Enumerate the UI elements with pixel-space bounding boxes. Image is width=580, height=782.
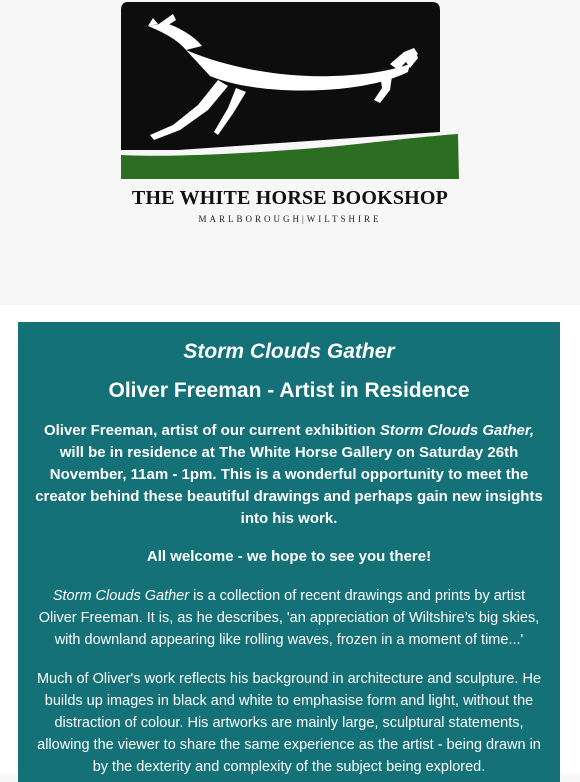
lead-exhibition-title: Storm Clouds Gather, — [379, 422, 535, 439]
description-text: is a collection of recent drawings and prints by artist Oliver Freeman. It is, as he describes, 'an appreciation of Wiltshire’s big skies, with downland appearing like rolling waves, frozen in a moment of time...' — [38, 588, 540, 648]
lead-text-end: will be in residence at The White Horse Gallery on Saturday 26th November, 11am - 1pm. This is a wonderful opportunity to meet the creator behind these beautiful drawings and perhaps gain new insights into his work. — [35, 444, 543, 527]
brand-tagline: MARLBOROUGH|WILTSHIRE — [198, 214, 382, 224]
description-exhibition-title: Storm Clouds Gather — [52, 588, 190, 604]
artist-background: Much of Oliver's work reflects his background in architecture and sculpture. He builds up images in black and white to emphasise form and light, without the distraction of colour. His artworks are mainly large, sculptural statements, allowing the viewer to share the same experience as the artist - being drawn in by the dexterity and complexity of the subject being explored. — [36, 671, 542, 775]
event-title: Storm Clouds Gather — [183, 340, 395, 363]
welcome-line: All welcome - we hope to see you there! — [146, 548, 432, 565]
event-lead-paragraph — [32, 420, 546, 530]
brand-name: THE WHITE HORSE BOOKSHOP — [131, 187, 449, 209]
event-panel — [18, 322, 560, 782]
email-body — [0, 305, 580, 774]
white-horse-chalk-figure-icon — [118, 0, 462, 180]
email-header — [0, 0, 580, 305]
exhibition-description — [32, 585, 546, 651]
event-subtitle: Oliver Freeman - Artist in Residence — [108, 379, 470, 402]
lead-text-start: Oliver Freeman, artist of our current exhibition — [43, 422, 380, 439]
